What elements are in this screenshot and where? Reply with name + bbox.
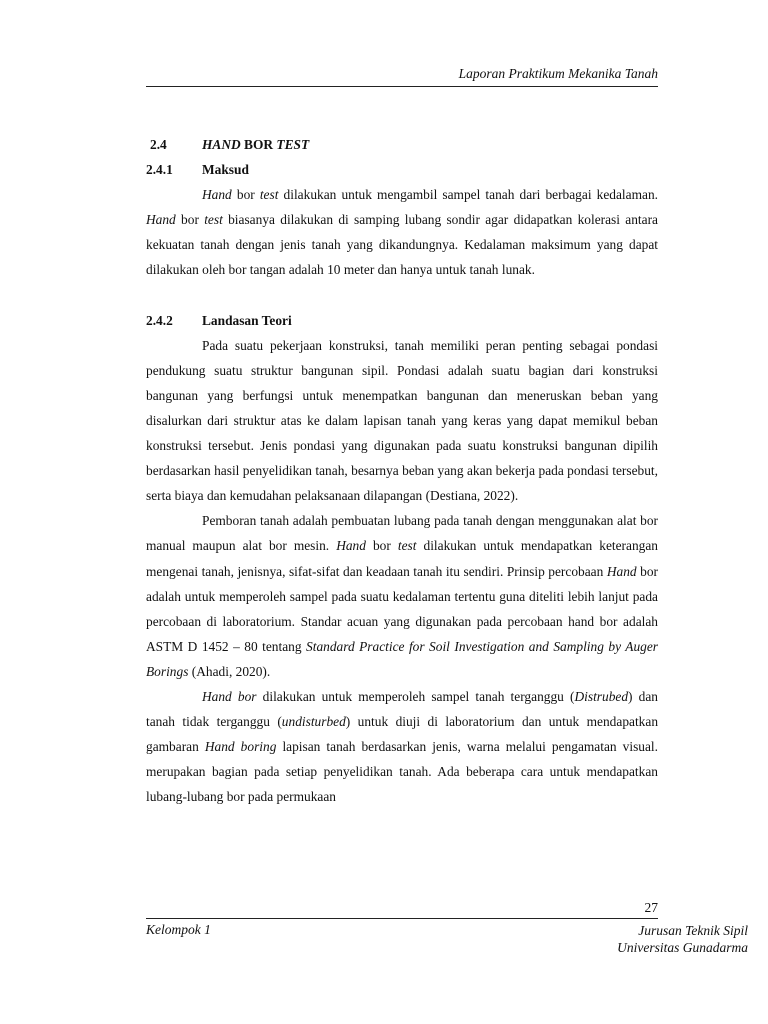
text-run: Hand boring [204,739,277,755]
subsection-heading-maksud [146,157,658,182]
text-run: test [259,187,279,203]
paragraph-landasan-1: Pada suatu pekerjaan konstruksi, tanah memiliki peran penting sebagai pondasi pendukung suatu struktur bangunan sipil. Pondasi adalah suatu bagian dari konstruksi bangunan yang berfungsi untuk menempatkan bangunan dan meneruskan beban yang disalurkan dari struktur atas ke dalam lapisan tanah yang keras yang dapat memikul beban konstruksi tersebut. Jenis pondasi yang digunakan pada suatu konstruksi bangunan dipilih berdasarkan hasil penyelidikan tanah, besarnya beban yang akan bekerja pada pondasi tersebut, serta biaya dan kemudahan pelaksanaan dilapangan (Destiana, 2022). [146,337,658,504]
header-rule [146,86,658,87]
footer-group: Kelompok 1 [146,922,211,937]
text-run: Hand bor [202,688,257,704]
text-run: bor adalah untuk memperoleh sampel pada suatu kedalaman tertentu guna diteliti lebih lanjut pada percobaan di laboratorium. Standar acuan yang digunakan pada percobaan hand bor adalah ASTM D 1452 – 80 tentang [146,563,658,654]
section-title [202,132,309,157]
text-run: (Ahadi, 2020). [188,663,271,679]
spacer [146,283,658,308]
text-run: ) dan tanah tidak terganggu ( [146,688,658,730]
section-title-part: HAND [202,137,241,152]
text-run: Pemboran tanah adalah pembuatan lubang pada tanah dengan menggunakan alat bor manual maupun alat bor mesin. [146,513,658,554]
footer-department: Jurusan Teknik Sipil [638,923,748,938]
paragraph-landasan-2 [146,508,658,684]
text-run: bor [365,538,398,554]
text-run: dilakukan untuk memperoleh sampel tanah terganggu ( [256,688,575,704]
running-header: Laporan Praktikum Mekanika Tanah [458,66,658,81]
text-run: biasanya dilakukan di samping lubang sondir agar didapatkan kolerasi antara kekuatan tanah dengan jenis tanah yang dikandungnya. Kedalaman maksimum yang dapat dilakukan oleh bor tangan adalah 10 meter dan hanya untuk tanah lunak. [146,212,658,278]
page-content [146,132,658,809]
text-run: Distrubed [574,688,629,704]
text-run: bor [231,187,260,203]
subsection-number: 2.4.1 [146,162,173,178]
page-number: 27 [644,900,658,915]
section-title-part: BOR [240,137,277,152]
text-run: Hand [202,187,232,203]
text-run: undisturbed [281,714,346,730]
text-run: Hand [336,538,366,554]
text-run: dilakukan untuk mendapatkan keterangan mengenai tanah, jenisnya, sifat-sifat dan keadaan tanah itu sendiri. Prinsip percobaan [146,538,658,579]
paragraph-maksud [146,182,658,282]
footer-institution [617,922,748,956]
section-heading [146,132,658,157]
subsection-title: Landasan Teori [202,312,292,328]
text-run: bor [175,212,205,228]
text-run: test [204,212,223,228]
section-title-part: TEST [276,137,310,152]
text-run: test [397,538,417,554]
text-run: ) untuk diuji di laboratorium dan untuk mendapatkan gambaran [146,714,659,755]
text-run: Hand [606,563,637,579]
section-number: 2.4 [150,137,167,152]
text-run: Standard Practice for Soil Investigation and Sampling by Auger Borings [146,638,658,679]
paragraph-landasan-3 [146,684,658,809]
subsection-number: 2.4.2 [146,312,173,328]
footer-rule [146,918,658,919]
text-run: Hand [146,212,176,228]
footer-university: Universitas Gunadarma [617,940,748,955]
text-run: dilakukan untuk mengambil sampel tanah dari berbagai kedalaman. [278,187,658,203]
subsection-heading-landasan-teori [146,308,658,333]
text-run: lapisan tanah berdasarkan jenis, warna melalui pengamatan visual. merupakan bagian pada setiap penyelidikan tanah. Ada beberapa cara untuk mendapatkan lubang-lubang bor pada permukaan [146,739,658,805]
subsection-title: Maksud [202,162,249,178]
